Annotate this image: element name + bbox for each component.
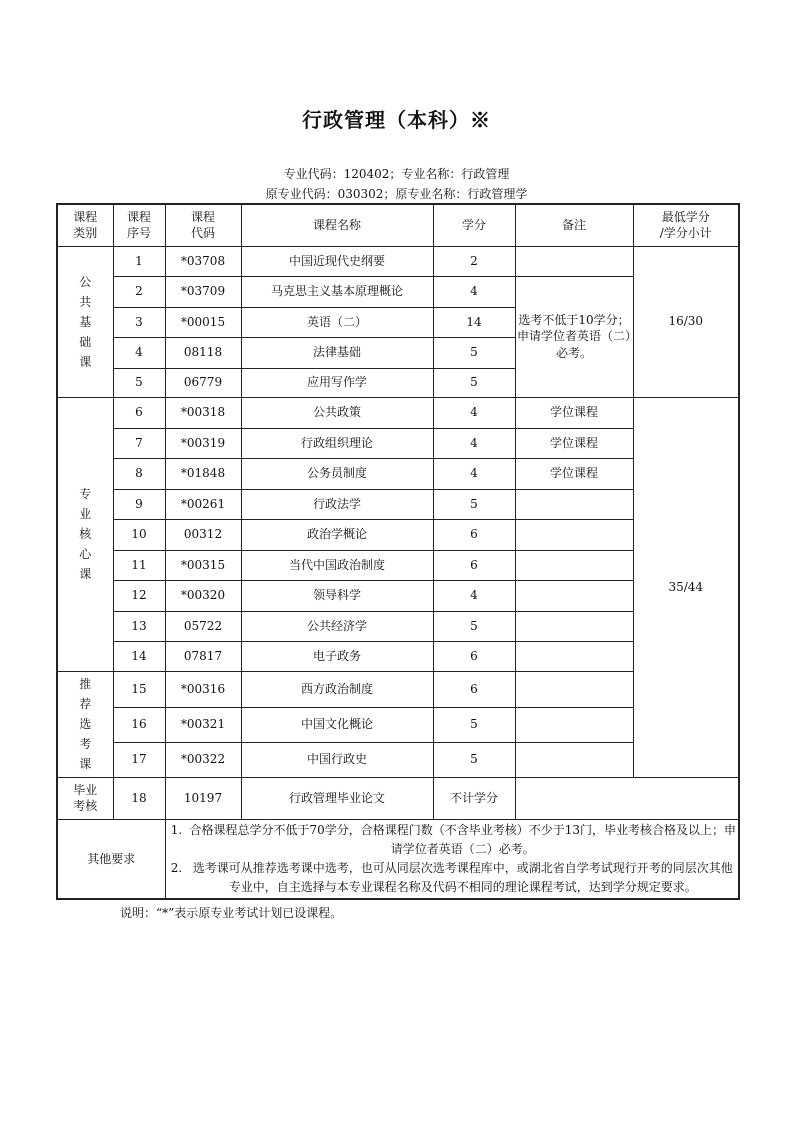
- course-name-cell: 法律基础: [241, 337, 433, 368]
- code-cell: *00321: [165, 707, 241, 742]
- course-name-cell: 电子政务: [241, 641, 433, 671]
- header-seq: 课程 序号: [113, 204, 165, 246]
- note-cell: 学位课程: [515, 397, 633, 428]
- credit-cell: 5: [433, 611, 515, 641]
- seq-cell: 6: [113, 397, 165, 428]
- note-cell: [515, 611, 633, 641]
- code-cell: *00315: [165, 550, 241, 580]
- code-cell: 05722: [165, 611, 241, 641]
- note-cell: [515, 671, 633, 707]
- code-cell: *00015: [165, 307, 241, 337]
- category-public: 公共基础课: [57, 246, 113, 397]
- code-cell: *00319: [165, 428, 241, 458]
- credit-cell: 4: [433, 397, 515, 428]
- course-name-cell: 行政组织理论: [241, 428, 433, 458]
- credit-cell: 4: [433, 580, 515, 611]
- credit-cell: 6: [433, 519, 515, 550]
- seq-cell: 12: [113, 580, 165, 611]
- requirement-item: 2. 选考课可从推荐选考课中选考，也可从同层次选考课程库中，或湖北省自学考试现行开考的同层次其他专业中，自主选择与本专业课程名称及代码不相同的理论课程考试，达到学分规定要求。: [170, 860, 733, 894]
- code-cell: 06779: [165, 368, 241, 397]
- note-cell: 学位课程: [515, 428, 633, 458]
- seq-cell: 5: [113, 368, 165, 397]
- credit-cell: 5: [433, 707, 515, 742]
- course-name-cell: 中国近现代史纲要: [241, 246, 433, 276]
- code-cell: *00261: [165, 489, 241, 519]
- course-name-cell: 行政管理毕业论文: [241, 777, 433, 819]
- course-name-cell: 应用写作学: [241, 368, 433, 397]
- code-cell: *00318: [165, 397, 241, 428]
- original-major-line: 原专业代码：030302；原专业名称：行政管理学: [265, 187, 528, 201]
- note-cell: [515, 777, 739, 819]
- note-cell: 学位课程: [515, 458, 633, 489]
- note-cell: [515, 641, 633, 671]
- table-row: [57, 397, 739, 428]
- seq-cell: 10: [113, 519, 165, 550]
- note-cell: [515, 707, 633, 742]
- header-code: 课程 代码: [165, 204, 241, 246]
- note-cell: [515, 580, 633, 611]
- code-cell: 10197: [165, 777, 241, 819]
- course-name-cell: 中国文化概论: [241, 707, 433, 742]
- header-note: 备注: [515, 204, 633, 246]
- course-name-cell: 西方政治制度: [241, 671, 433, 707]
- category-elective: 推荐选考课: [57, 671, 113, 777]
- seq-cell: 17: [113, 742, 165, 777]
- credit-cell: 6: [433, 671, 515, 707]
- table-header-row: [57, 204, 739, 246]
- header-name: 课程名称: [241, 204, 433, 246]
- credit-cell: 4: [433, 428, 515, 458]
- course-name-cell: 马克思主义基本原理概论: [241, 276, 433, 307]
- course-name-cell: 领导科学: [241, 580, 433, 611]
- credit-cell: 14: [433, 307, 515, 337]
- note-cell: [515, 742, 633, 777]
- category-other: 其他要求: [57, 819, 165, 899]
- code-cell: *03708: [165, 246, 241, 276]
- note-cell: [515, 246, 633, 276]
- course-name-cell: 政治学概论: [241, 519, 433, 550]
- header-min-credit: 最低学分 /学分小计: [633, 204, 739, 246]
- seq-cell: 15: [113, 671, 165, 707]
- code-cell: *00322: [165, 742, 241, 777]
- course-name-cell: 英语（二）: [241, 307, 433, 337]
- credit-cell: 4: [433, 458, 515, 489]
- course-table: [56, 203, 740, 900]
- note-cell: [515, 550, 633, 580]
- header-credit: 学分: [433, 204, 515, 246]
- category-graduation: 毕业 考核: [57, 777, 113, 819]
- seq-cell: 2: [113, 276, 165, 307]
- code-cell: *00316: [165, 671, 241, 707]
- code-cell: *01848: [165, 458, 241, 489]
- note-english: 选考不低于10学分；申请学位者英语（二）必考。: [515, 276, 633, 397]
- seq-cell: 16: [113, 707, 165, 742]
- major-code-line: 专业代码：120402；专业名称：行政管理: [283, 167, 510, 181]
- code-cell: *00320: [165, 580, 241, 611]
- course-name-cell: 公共经济学: [241, 611, 433, 641]
- credit-cell: 6: [433, 641, 515, 671]
- credit-cell: 2: [433, 246, 515, 276]
- course-name-cell: 公务员制度: [241, 458, 433, 489]
- seq-cell: 9: [113, 489, 165, 519]
- credit-cell: 不计学分: [433, 777, 515, 819]
- requirement-item: 1. 合格课程总学分不低于70学分，合格课程门数（不含毕业考核）不少于13门，毕业考核合格及以上；申请学位者英语（二）必考。: [170, 822, 737, 856]
- requirements-cell: [165, 819, 739, 899]
- note-cell: [515, 489, 633, 519]
- seq-cell: 7: [113, 428, 165, 458]
- footnote: 说明：“*”表示原专业考试计划已设课程。: [120, 906, 343, 920]
- seq-cell: 4: [113, 337, 165, 368]
- seq-cell: 3: [113, 307, 165, 337]
- course-name-cell: 当代中国政治制度: [241, 550, 433, 580]
- course-name-cell: 中国行政史: [241, 742, 433, 777]
- credit-cell: 5: [433, 337, 515, 368]
- requirements-row: [57, 819, 739, 899]
- seq-cell: 13: [113, 611, 165, 641]
- code-cell: *03709: [165, 276, 241, 307]
- note-cell: [515, 519, 633, 550]
- header-category: 课程 类别: [57, 204, 113, 246]
- seq-cell: 8: [113, 458, 165, 489]
- credit-cell: 5: [433, 742, 515, 777]
- course-name-cell: 行政法学: [241, 489, 433, 519]
- category-core: 专业核心课: [57, 397, 113, 671]
- seq-cell: 18: [113, 777, 165, 819]
- credit-cell: 5: [433, 489, 515, 519]
- code-cell: 07817: [165, 641, 241, 671]
- subtotal-public: 16/30: [633, 246, 739, 397]
- table-row: [57, 246, 739, 276]
- code-cell: 00312: [165, 519, 241, 550]
- seq-cell: 1: [113, 246, 165, 276]
- seq-cell: 11: [113, 550, 165, 580]
- code-cell: 08118: [165, 337, 241, 368]
- credit-cell: 6: [433, 550, 515, 580]
- table-row: [57, 777, 739, 819]
- course-name-cell: 公共政策: [241, 397, 433, 428]
- credit-cell: 5: [433, 368, 515, 397]
- seq-cell: 14: [113, 641, 165, 671]
- credit-cell: 4: [433, 276, 515, 307]
- page-title: 行政管理（本科）※: [302, 108, 491, 132]
- subtotal-core: 35/44: [633, 397, 739, 777]
